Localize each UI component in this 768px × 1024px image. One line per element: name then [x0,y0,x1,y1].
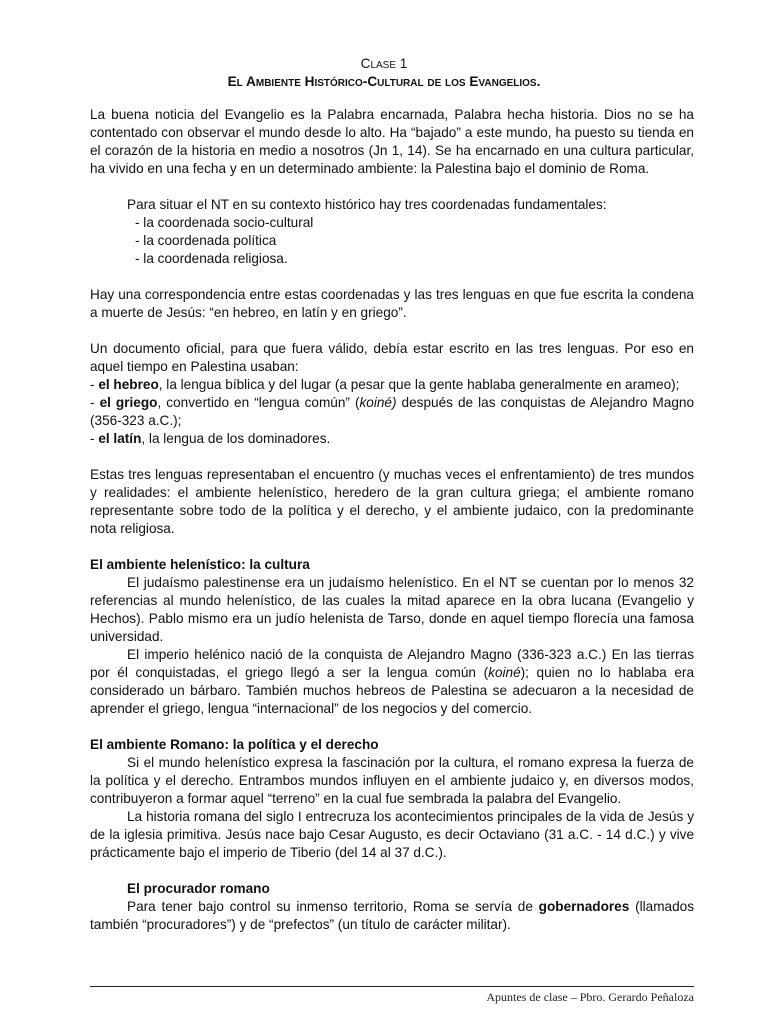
language-item-griego: - el griego, convertido en “lengua común” (koiné) después de las conquistas de Alejandro Magno (356-323 a.C.); [90,395,695,428]
document-body [90,106,694,934]
romano-paragraph-2: La historia romana del siglo I entrecruza los acontecimientos principales de la vida de Jesús y de la iglesia primitiva. Jesús nace bajo Cesar Augusto, es decir Octaviano (31 a.C. - 14 d.C.) y vive prácticamente bajo el imperio de Tiberio (del 14 al 37 d.C.). [90,809,694,860]
term-latin: el latín [98,431,142,446]
intro-paragraph: La buena noticia del Evangelio es la Palabra encarnada, Palabra hecha historia. Dios no se ha contentado con observar el mundo desde lo alto. Ha “bajado” a este mundo, ha puesto su tienda en el corazón de la historia en medio a nosotros (Jn 1, 14). Se ha encarnado en una cultura particular, ha vivido en una fecha y en un determinado ambiente: la Palestina bajo el dominio de Roma. [90,107,694,176]
language-item-hebreo: - el hebreo, la lengua bíblica y del lugar (a pesar que la gente hablaba generalmente en arameo); [90,377,680,392]
class-number: Clase 1 [360,56,408,71]
coordinates-block [90,196,694,268]
footer-rule [90,986,694,987]
official-document-paragraph: Un documento oficial, para que fuera válido, debía estar escrito en las tres lenguas. Por eso en aquel tiempo en Palestina usaban: [90,341,694,374]
section-heading-romano: El ambiente Romano: la política y el derecho [90,737,379,752]
section-heading-procurador: El procurador romano [127,881,270,896]
page-footer: Apuntes de clase – Pbro. Gerardo Peñaloza [486,990,694,1004]
document-title: El Ambiente Histórico-Cultural de los Evangelios. [227,74,541,89]
helenistico-paragraph-1: El judaísmo palestinense era un judaísmo helenístico. En el NT se cuentan por lo menos 32 referencias al mundo helenístico, de las cuales la mitad aparece en la obra lucana (Evangelio y Hechos). Pablo mismo era un judío helenista de Tarso, donde en aquel tiempo florecía una famosa universidad. [90,575,694,644]
helenistico-paragraph-2: El imperio helénico nació de la conquista de Alejandro Magno (336-323 a.C.) En las tierras por él conquistadas, el griego llegó a ser la lengua común (koiné); quien no lo hablaba era considerado un bárbaro. También muchos hebreos de Palestina se adecuaron a la necesidad de aprender el griego, lengua “internacional” de los negocios y del comercio. [90,647,695,716]
coordinate-item: - la coordenada religiosa. [135,251,288,266]
section-heading-helenistico: El ambiente helenístico: la cultura [90,557,310,572]
term-hebreo: el hebreo [98,377,159,392]
romano-paragraph-1: Si el mundo helenístico expresa la fascinación por la cultura, el romano expresa la fuerza de la política y el derecho. Entrambos mundos influyen en el ambiente judaico y, en diversos modos, contribuyeron a formar aquel “terreno” en la cual fue sembrada la palabra del Evangelio. [90,755,694,806]
coordinates-intro: Para situar el NT en su contexto histórico hay tres coordenadas fundamentales: [127,197,607,212]
document-header [0,55,768,91]
coordinate-item: - la coordenada política [135,233,277,248]
coordinate-item: - la coordenada socio-cultural [135,215,314,230]
three-worlds-paragraph: Estas tres lenguas representaban el encuentro (y muchas veces el enfrentamiento) de tres mundos y realidades: el ambiente helenístico, heredero de la gran cultura griega; el ambiente romano representante sobre todo de la política y el derecho, y el ambiente judaico, con la predominante nota religiosa. [90,467,694,536]
term-griego: el griego [99,395,158,410]
procurador-paragraph: Para tener bajo control su inmenso territorio, Roma se servía de gobernadores (llamados también “procuradores”) y de “prefectos” (un título de carácter militar). [90,899,694,932]
languages-paragraph: Hay una correspondencia entre estas coordenadas y las tres lenguas en que fue escrita la condena a muerte de Jesús: “en hebreo, en latín y en griego”. [90,287,694,320]
language-item-latin: - el latín, la lengua de los dominadores. [90,431,331,446]
